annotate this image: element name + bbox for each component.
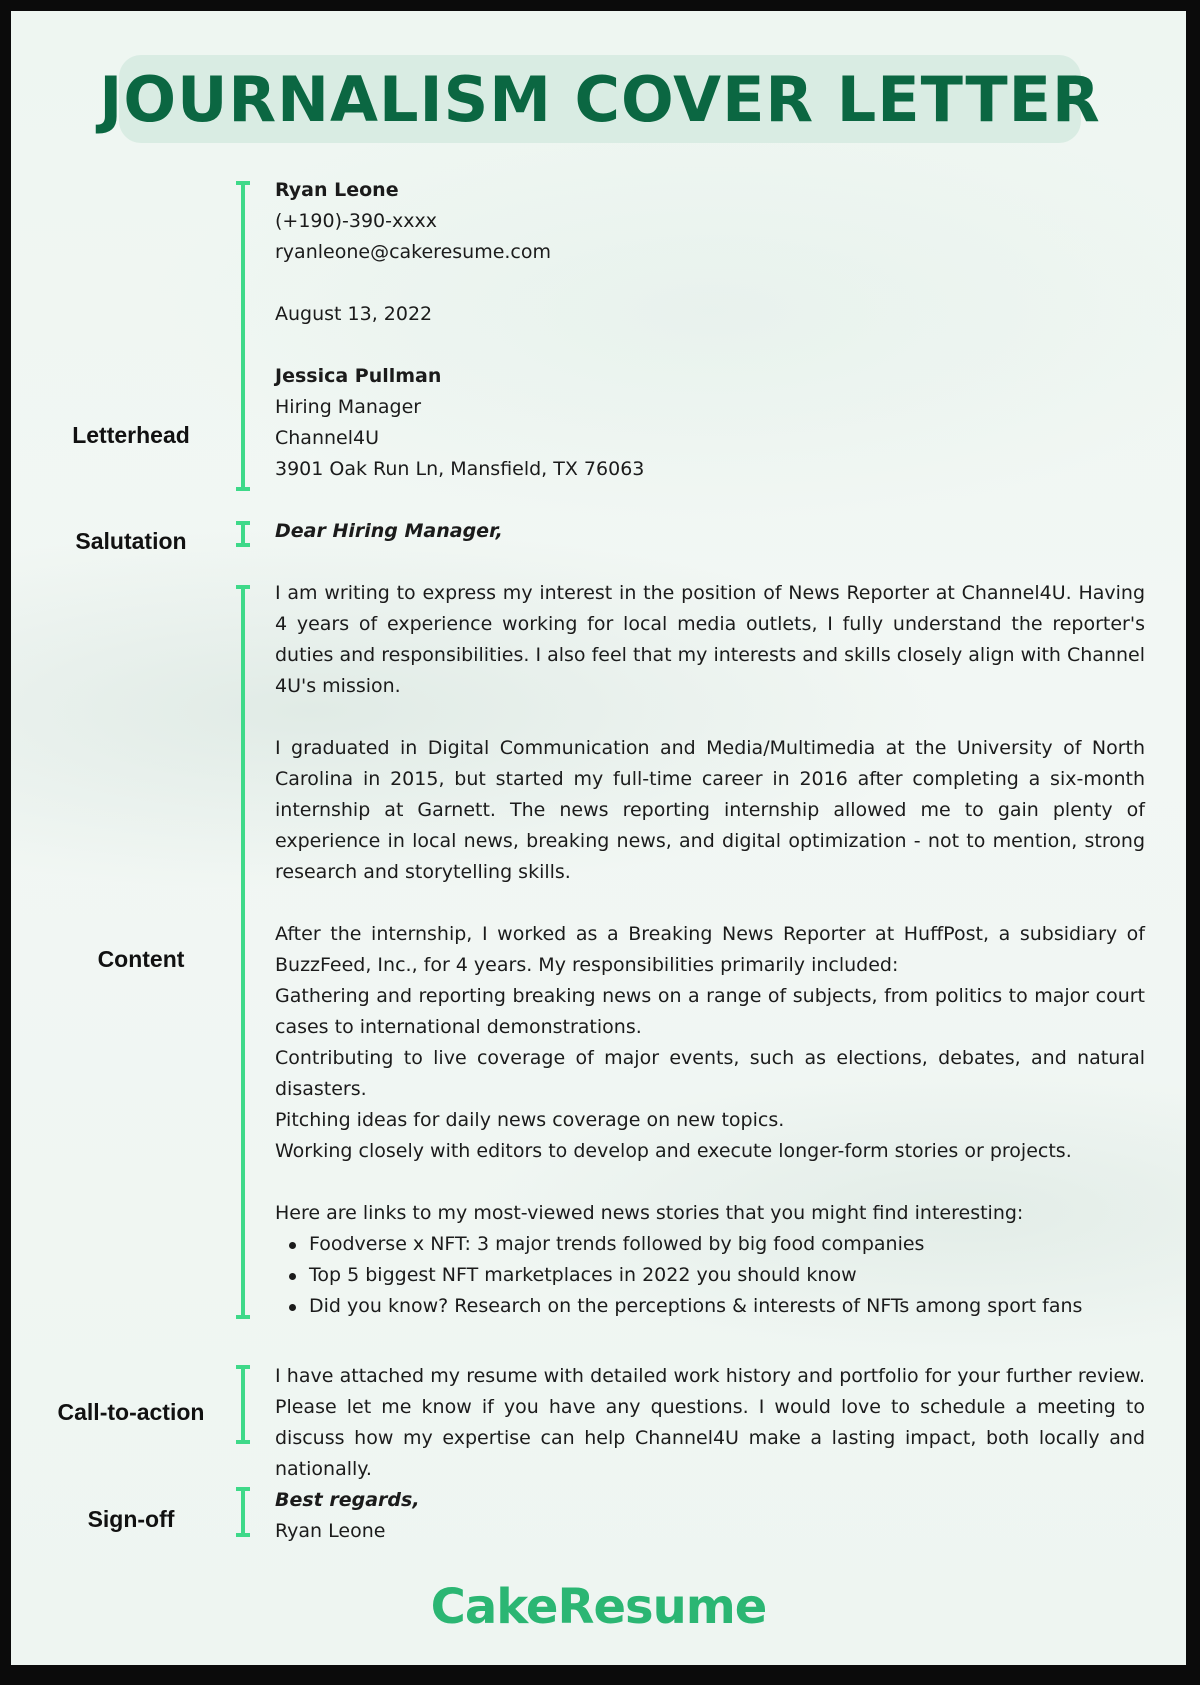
- story-link[interactable]: Top 5 biggest NFT marketplaces in 2022 you should know: [309, 1260, 1145, 1291]
- letter-date: August 13, 2022: [275, 303, 433, 325]
- page-title: JOURNALISM COVER LETTER: [99, 62, 1101, 136]
- story-link[interactable]: Foodverse x NFT: 3 major trends followed by big food companies: [309, 1229, 1145, 1260]
- duty-item: Pitching ideas for daily news coverage on new topics.: [275, 1109, 785, 1131]
- letterhead-bracket: [236, 181, 250, 491]
- cta-text: I have attached my resume with detailed work history and portfolio for your further review. Please let me know if you have any questions. I would love to schedule a meeting to discuss how my expertise can help Channel4U make a lasting impact, both locally and nationally.: [275, 1365, 1145, 1480]
- recipient-title: Hiring Manager: [275, 396, 422, 418]
- label-content: Content: [97, 946, 185, 972]
- cta-block: [275, 1361, 1145, 1485]
- label-signoff: Sign-off: [87, 1506, 175, 1532]
- duty-item: Working closely with editors to develop and execute longer-form stories or projects.: [275, 1140, 1072, 1162]
- sender-name: Ryan Leone: [275, 179, 399, 201]
- recipient-name: Jessica Pullman: [275, 365, 442, 387]
- story-links-list: [275, 1229, 1145, 1322]
- cta-bracket: [236, 1365, 250, 1444]
- signoff-bracket: [236, 1487, 250, 1537]
- content-paragraph-3: After the internship, I worked as a Breaking News Reporter at HuffPost, a subsidiary of BuzzFeed, Inc., for 4 years. My responsibilities primarily included:: [275, 923, 1145, 976]
- duty-item: Gathering and reporting breaking news on a range of subjects, from politics to major court cases to international demonstrations.: [275, 985, 1145, 1038]
- signer-name: Ryan Leone: [275, 1520, 386, 1542]
- content-paragraph-2: I graduated in Digital Communication and Media/Multimedia at the University of North Carolina in 2015, but started my full-time career in 2016 after completing a six-month internship at Garnett. The news reporting internship allowed me to gain plenty of experience in local news, breaking news, and digital optimization - not to mention, strong research and storytelling skills.: [275, 737, 1145, 883]
- salutation-block: [275, 516, 1145, 547]
- recipient-company: Channel4U: [275, 427, 379, 449]
- sender-email: ryanleone@cakeresume.com: [275, 241, 552, 263]
- letterhead-block: [275, 175, 1145, 485]
- closing-text: Best regards,: [275, 1489, 420, 1511]
- label-letterhead: Letterhead: [72, 422, 190, 448]
- links-intro: Here are links to my most-viewed news stories that you might find interesting:: [275, 1202, 1024, 1224]
- content-bracket: [236, 585, 250, 1319]
- story-link[interactable]: Did you know? Research on the perceptions & interests of NFTs among sport fans: [309, 1291, 1145, 1322]
- salutation-bracket: [236, 521, 250, 547]
- content-paragraph-1: I am writing to express my interest in the position of News Reporter at Channel4U. Having 4 years of experience working for local media outlets, I fully understand the reporter's duties and responsibilities. I also feel that my interests and skills closely align with Channel 4U's mission.: [275, 582, 1145, 697]
- label-cta: Call-to-action: [57, 1399, 205, 1425]
- recipient-address: 3901 Oak Run Ln, Mansfield, TX 76063: [275, 458, 645, 480]
- salutation-text: Dear Hiring Manager,: [275, 520, 503, 542]
- cover-letter-page: [11, 11, 1186, 1665]
- sender-phone: (+190)-390-xxxx: [275, 210, 437, 232]
- content-block: [275, 578, 1145, 1322]
- label-salutation: Salutation: [75, 528, 187, 554]
- signoff-block: [275, 1485, 1145, 1547]
- brand-logo: CakeResume: [430, 1579, 767, 1635]
- title-banner: [99, 55, 1101, 143]
- duty-item: Contributing to live coverage of major events, such as elections, debates, and natural disasters.: [275, 1047, 1145, 1100]
